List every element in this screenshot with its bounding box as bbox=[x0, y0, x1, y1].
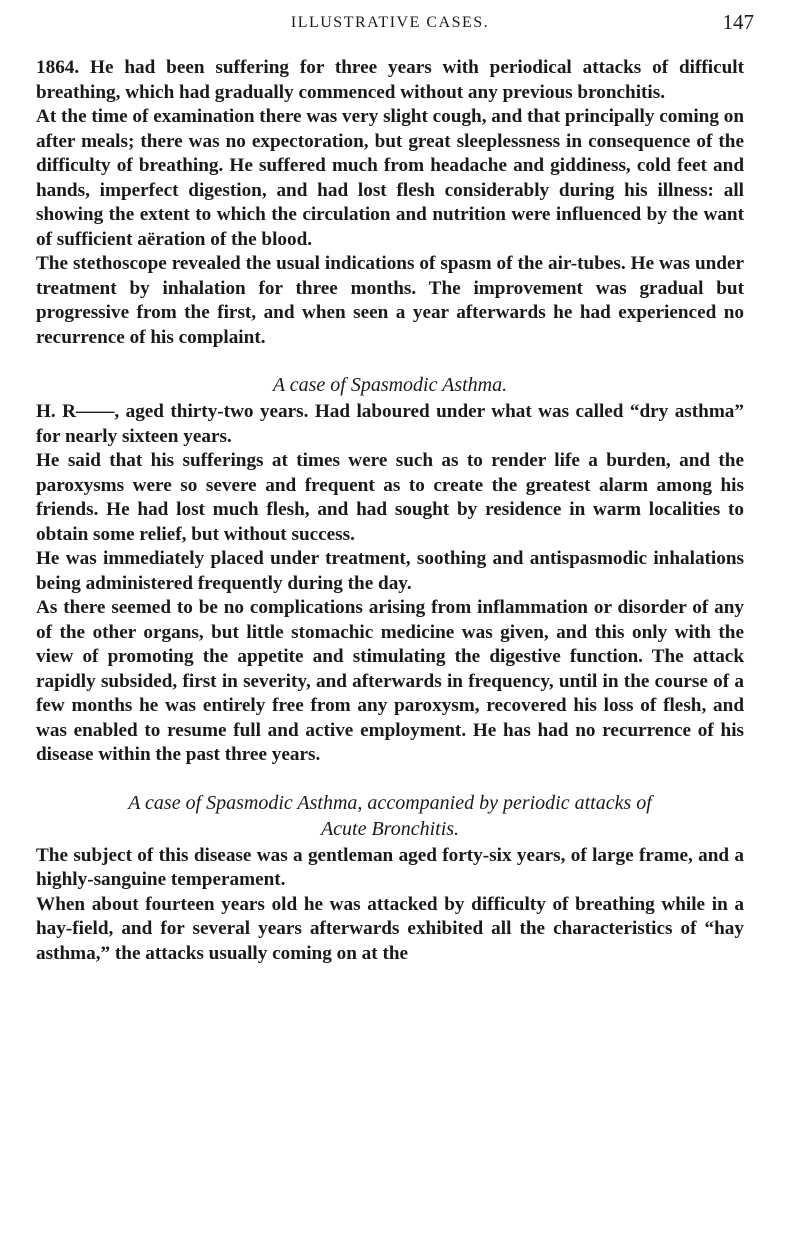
case-heading-line: Acute Bronchitis. bbox=[320, 817, 460, 840]
paragraph: The subject of this disease was a gentleman aged forty-six years, of large frame, and a highly-sanguine temperament. bbox=[36, 844, 744, 890]
case-heading bbox=[36, 790, 744, 842]
paragraph: The stethoscope revealed the usual indications of spasm of the air-tubes. He was under treatment by inhalation for three months. The improvement was gradual but progressive from the first, and when seen a year afterwards he had experienced no recurrence of his complaint. bbox=[36, 253, 744, 348]
paragraph: He said that his sufferings at times were such as to render life a burden, and the paroxysms were so severe and frequent as to create the greatest alarm among his friends. He had lost much flesh, and had sought by residence in warm localities to obtain some relief, but without success. bbox=[36, 450, 744, 545]
running-header bbox=[36, 0, 754, 40]
paragraph: When about fourteen years old he was attacked by difficulty of breathing while in a hay-field, and for several years afterwards exhibited all the characteristics of “hay asthma,” the attacks usually coming on at the bbox=[36, 893, 744, 964]
paragraph: H. R——, aged thirty-two years. Had laboured under what was called “dry asthma” for nearly sixteen years. bbox=[36, 401, 744, 447]
case-heading: A case of Spasmodic Asthma. bbox=[272, 374, 508, 396]
paragraph: As there seemed to be no complications arising from inflammation or disorder of any of the other organs, but little stomachic medicine was given, and this only with the view of promoting the appetite and stimulating the digestive function. The attack rapidly subsided, first in severity, and afterwards in frequency, until in the course of a few months he was entirely free from any paroxysm, recovered his loss of flesh, and was enabled to resume full and active employment. He has had no recurrence of his disease within the past three years. bbox=[36, 597, 744, 765]
running-title: ILLUSTRATIVE CASES. bbox=[290, 14, 490, 31]
case-spasmodic-asthma bbox=[36, 372, 744, 768]
case-heading-line: A case of Spasmodic Asthma, accompanied by periodic attacks of bbox=[128, 791, 652, 814]
case-continuation bbox=[36, 56, 744, 350]
paragraph: 1864. He had been suffering for three years with periodical attacks of difficult breathing, which had gradually commenced without any previous bronchitis. bbox=[36, 57, 744, 103]
page-number: 147 bbox=[722, 10, 754, 34]
paragraph: At the time of examination there was very slight cough, and that principally coming on after meals; there was no expectoration, but great sleeplessness in consequence of the difficulty of breathing. He suffered much from headache and giddiness, cold feet and hands, imperfect digestion, and had lost flesh considerably during his illness: all showing the extent to which the circulation and nutrition were influenced by the want of sufficient aëration of the blood. bbox=[36, 106, 744, 250]
paragraph: He was immediately placed under treatment, soothing and antispasmodic inhalations being administered frequently during the day. bbox=[36, 548, 744, 594]
case-asthma-bronchitis bbox=[36, 790, 744, 967]
